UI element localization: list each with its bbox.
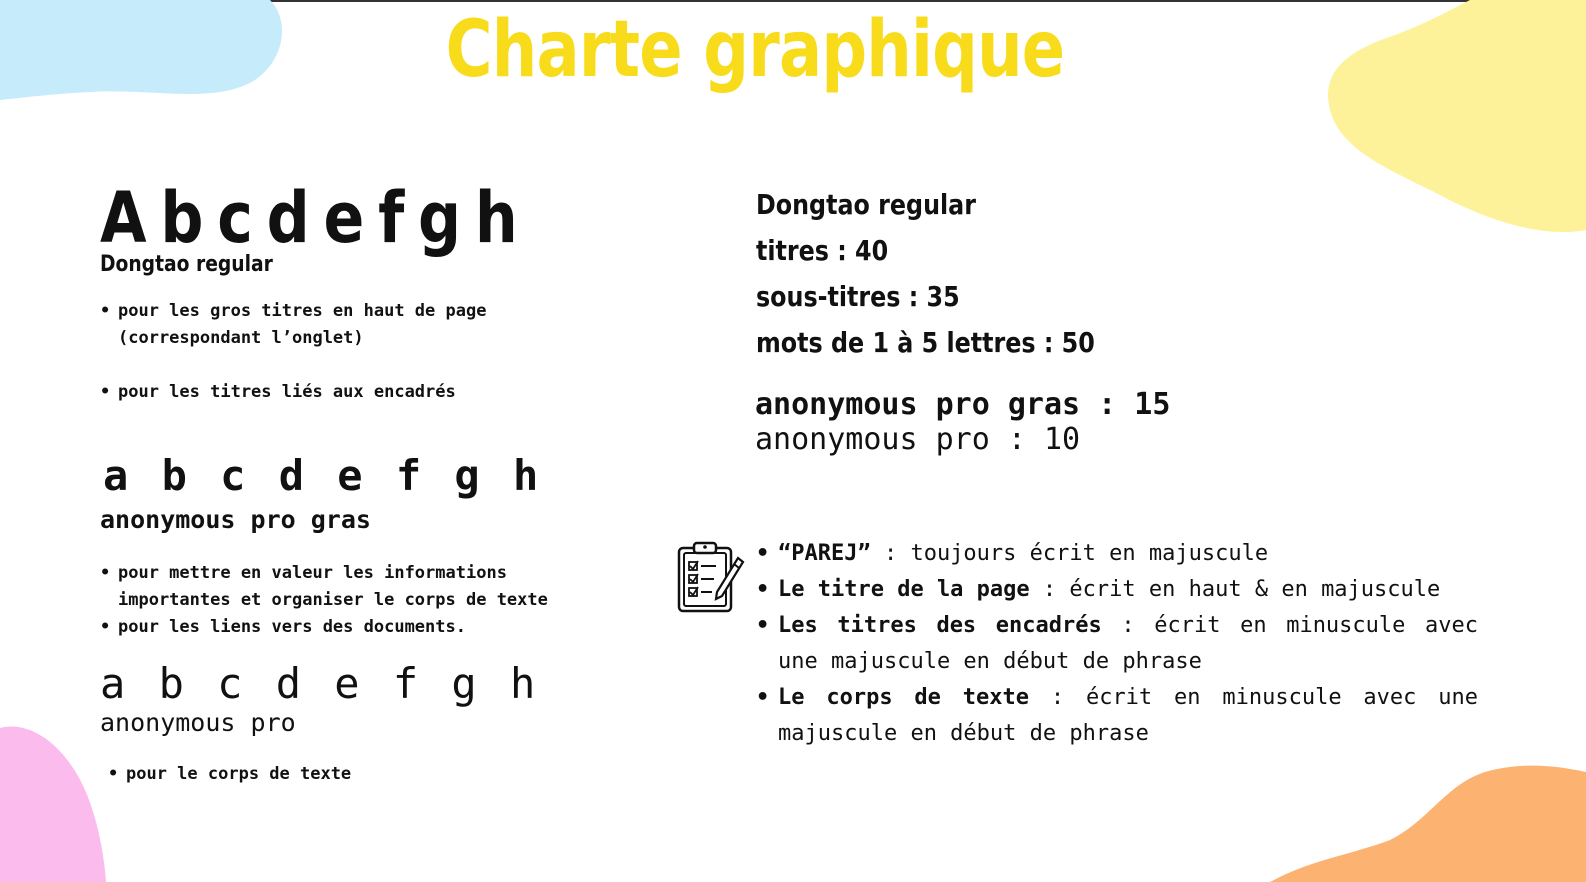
anon-bold-sample-letters: a b c d e f g h [103, 451, 543, 500]
size-heading: Dongtao regular [756, 188, 976, 221]
anon-bold-usage-item: • pour mettre en valeur les informations importantes et organiser le corps de texte [100, 563, 548, 610]
rule-item: • Les titres des encadrés : écrit en minuscule avec une majuscule en début de phrase [756, 613, 1479, 674]
anon-regular-size: anonymous pro : 10 [755, 422, 1081, 457]
anon-regular-sample-letters: a b c d e f g h [100, 659, 540, 708]
clipboard-checklist-icon [676, 540, 746, 615]
orange-blob [1270, 760, 1586, 882]
anon-bold-usage-item: • pour les liens vers des documents. [100, 617, 466, 637]
page-title: Charte graphique [445, 5, 1065, 95]
anon-regular-usage-item: • pour le corps de texte [108, 764, 352, 784]
rule-item: • Le titre de la page : écrit en haut & en majuscule [756, 577, 1441, 602]
dongtao-usage-item: • pour les gros titres en haut de page (correspondant l’onglet) [100, 301, 487, 348]
rules-list [756, 536, 1478, 752]
anon-bold-size: anonymous pro gras : 15 [755, 387, 1171, 422]
rule-item: • “PAREJ” : toujours écrit en majuscule [756, 541, 1269, 566]
anon-bold-font-name: anonymous pro gras [100, 505, 371, 534]
dongtao-sample-letters: Abcdefgh [100, 177, 532, 259]
size-subtitles: sous-titres : 35 [756, 280, 960, 313]
size-titles: titres : 40 [756, 234, 889, 267]
pink-blob [0, 720, 120, 882]
dongtao-font-name: Dongtao regular [100, 252, 273, 277]
rule-item: • Le corps de texte : écrit en minuscule avec une majuscule en début de phrase [756, 685, 1478, 746]
size-short-words: mots de 1 à 5 lettres : 50 [756, 326, 1095, 359]
dongtao-usage-item: • pour les titres liés aux encadrés [100, 382, 456, 402]
anon-regular-font-name: anonymous pro [100, 708, 296, 737]
